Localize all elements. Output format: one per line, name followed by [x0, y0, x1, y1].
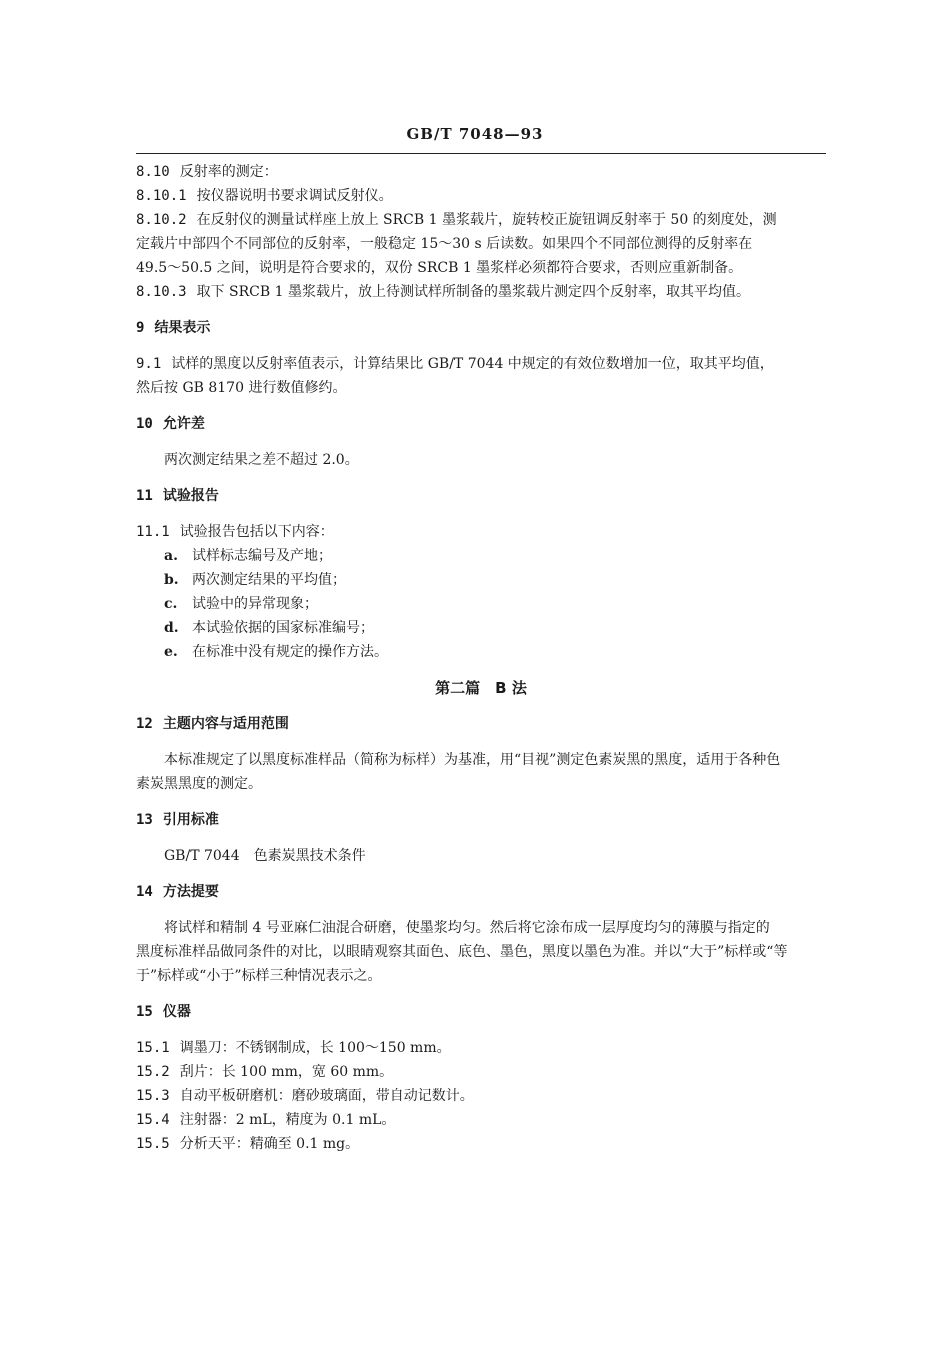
header-rule	[136, 153, 826, 154]
section-14-line1: 将试样和精制 4 号亚麻仁油混合研磨，使墨浆均匀。然后将它涂布成一层厚度均匀的薄膜与指定的	[164, 920, 770, 936]
section-8-10-3: 8.10.3 取下 SRCB 1 墨浆载片，放上待测试样所制备的墨浆载片测定四个反射率，取其平均值。	[136, 284, 750, 300]
page-content	[136, 160, 826, 1156]
part-two-title: 第二篇 B 法	[435, 679, 527, 697]
section-8-10-1: 8.10.1 按仪器说明书要求调试反射仪。	[136, 188, 393, 204]
section-12-heading: 12 主题内容与适用范围	[136, 716, 289, 732]
section-15-heading: 15 仪器	[136, 1004, 191, 1020]
section-8-10-2: 8.10.2 在反射仪的测量试样座上放上 SRCB 1 墨浆载片，旋转校正旋钮调反射率于 50 的刻度处，测	[136, 212, 777, 228]
list-item: d. 本试验依据的国家标准编号；	[164, 620, 374, 636]
list-item: e. 在标准中没有规定的操作方法。	[164, 644, 388, 660]
standard-code-header: GB/T 7048—93	[406, 125, 544, 143]
instrument-item: 15.3 自动平板研磨机：磨砂玻璃面，带自动记数计。	[136, 1088, 474, 1104]
section-11-1: 11.1 试验报告包括以下内容：	[136, 524, 334, 540]
section-13-text: GB/T 7044 色素炭黑技术条件	[164, 848, 366, 864]
section-9-heading: 9 结果表示	[136, 320, 211, 336]
section-10-text: 两次测定结果之差不超过 2.0。	[164, 452, 359, 468]
section-12-line2: 素炭黑黑度的测定。	[136, 776, 262, 792]
list-item: c. 试验中的异常现象；	[164, 596, 318, 612]
section-11-heading: 11 试验报告	[136, 488, 219, 504]
section-9-1-line2: 然后按 GB 8170 进行数值修约。	[136, 380, 347, 396]
section-8-10-2-line3: 49.5～50.5 之间，说明是符合要求的，双份 SRCB 1 墨浆样必须都符合要求，否则应重新制备。	[136, 260, 743, 276]
instrument-item: 15.2 刮片：长 100 mm，宽 60 mm。	[136, 1064, 394, 1080]
section-9-1: 9.1 试样的黑度以反射率值表示，计算结果比 GB/T 7044 中规定的有效位数增加一位，取其平均值，	[136, 356, 774, 372]
section-10-heading: 10 允许差	[136, 416, 205, 432]
instrument-item: 15.4 注射器：2 mL，精度为 0.1 mL。	[136, 1112, 396, 1128]
instrument-item: 15.1 调墨刀：不锈钢制成，长 100～150 mm。	[136, 1040, 451, 1056]
section-14-line2: 黑度标准样品做同条件的对比，以眼睛观察其面色、底色、墨色，黑度以墨色为准。并以“大于”标样或“等	[136, 944, 788, 960]
section-14-heading: 14 方法提要	[136, 884, 219, 900]
section-12-line1: 本标准规定了以黑度标准样品（简称为标样）为基准，用“目视”测定色素炭黑的黑度，适用于各种色	[164, 752, 781, 768]
section-14-line3: 于”标样或“小于”标样三种情况表示之。	[136, 968, 382, 984]
list-item: a. 试样标志编号及产地；	[164, 548, 332, 564]
instrument-item: 15.5 分析天平：精确至 0.1 mg。	[136, 1136, 360, 1152]
section-8-10: 8.10 反射率的测定：	[136, 164, 278, 180]
section-13-heading: 13 引用标准	[136, 812, 219, 828]
section-8-10-2-line2: 定载片中部四个不同部位的反射率，一般稳定 15～30 s 后读数。如果四个不同部位测得的反射率在	[136, 236, 753, 252]
list-item: b. 两次测定结果的平均值；	[164, 572, 346, 588]
